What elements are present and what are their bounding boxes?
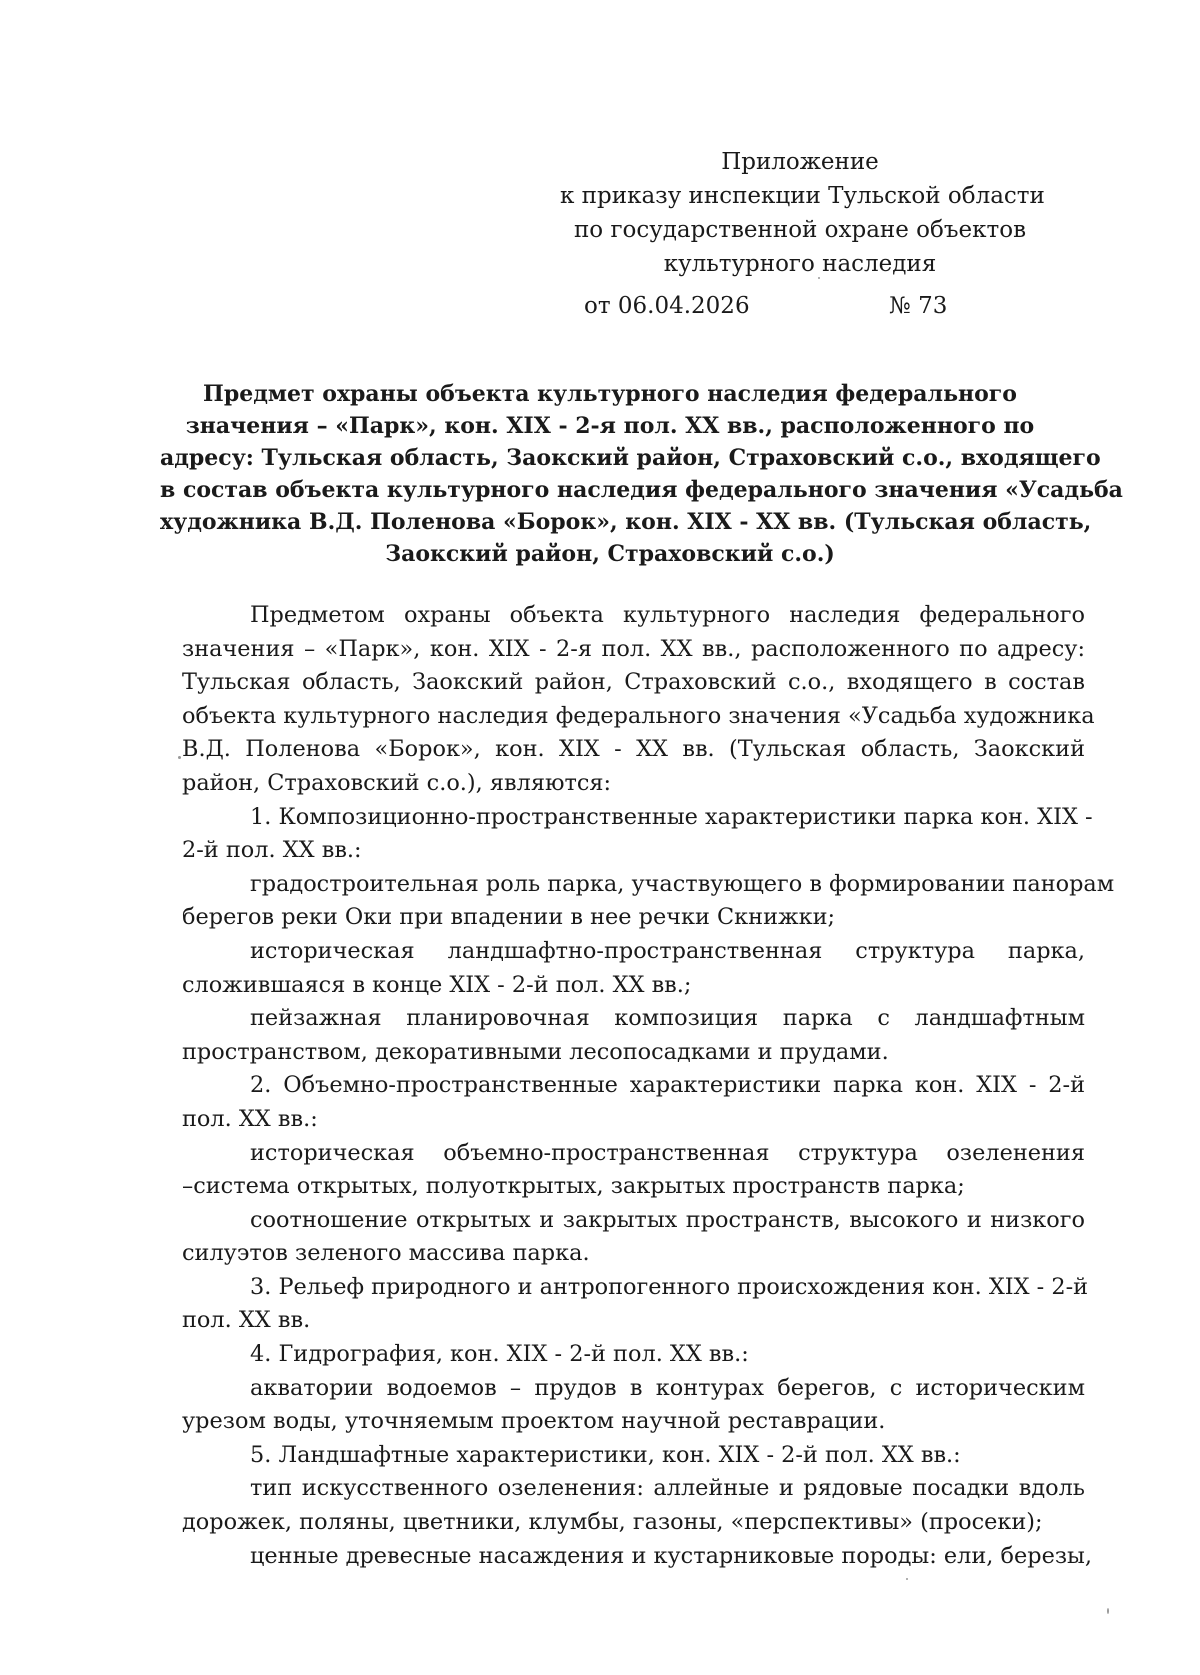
document-title — [160, 378, 1123, 570]
body-line: пейзажная планировочная композиция парка с ландшафтным — [250, 1005, 1085, 1032]
body-line: 4. Гидрография, кон. XIX - 2-й пол. XX вв.: — [250, 1341, 749, 1368]
scan-speck — [818, 277, 820, 279]
body-line: 1. Композиционно-пространственные характеристики парка кон. XIX - — [250, 803, 1093, 830]
scan-speck — [178, 756, 181, 759]
body-line: Тульская область, Заокский район, Страховский с.о., входящего в состав — [182, 669, 1085, 696]
body-line: 2. Объемно-пространственные характеристики парка кон. XIX - 2-й — [250, 1072, 1085, 1099]
appendix-line: культурного наследия — [663, 251, 937, 277]
body-line: ценные древесные насаждения и кустарниковые породы: ели, березы, — [250, 1542, 1092, 1569]
body-line: пол. XX вв.: — [182, 1105, 318, 1132]
appendix-header — [560, 145, 1045, 281]
appendix-line: по государственной охране объектов — [573, 217, 1027, 243]
body-line: тип искусственного озеленения: аллейные и рядовые посадки вдоль — [250, 1475, 1085, 1502]
body-line: 5. Ландшафтные характеристики, кон. XIX - 2-й пол. XX вв.: — [250, 1441, 961, 1468]
body-line: –система открытых, полуоткрытых, закрытых пространств парка; — [182, 1173, 965, 1200]
scan-speck — [906, 1578, 908, 1580]
body-line: район, Страховский с.о.), являются: — [182, 769, 612, 796]
body-line: В.Д. Поленова «Борок», кон. XIX - XX вв. (Тульская область, Заокский — [182, 736, 1085, 763]
body-line: берегов реки Оки при впадении в нее речки Скнижки; — [182, 904, 836, 931]
appendix-line: к приказу инспекции Тульской области — [560, 183, 1045, 209]
body-line: урезом воды, уточняемым проектом научной реставрации. — [182, 1408, 886, 1435]
body-line: 3. Рельеф природного и антропогенного происхождения кон. XIX - 2-й — [250, 1273, 1089, 1300]
body-line: дорожек, поляны, цветники, клумбы, газоны, «перспективы» (просеки); — [182, 1509, 1043, 1536]
title-line: в состав объекта культурного наследия федерального значения «Усадьба — [160, 477, 1123, 503]
appendix-title: Приложение — [721, 149, 879, 175]
document-body — [182, 599, 1115, 1573]
title-line: Заокский район, Страховский с.о.) — [385, 541, 835, 567]
body-line: сложившаяся в конце XIX - 2-й пол. XX вв.; — [182, 971, 692, 998]
body-line: соотношение открытых и закрытых пространств, высокого и низкого — [250, 1206, 1085, 1233]
body-line: градостроительная роль парка, участвующего в формировании панорам — [250, 870, 1115, 897]
order-number: № 73 — [889, 293, 948, 319]
body-line: пространством, декоративными лесопосадками и прудами. — [182, 1038, 889, 1065]
body-line: историческая объемно-пространственная структура озеленения — [250, 1139, 1085, 1166]
order-date: от 06.04.2026 — [584, 293, 750, 319]
body-line: Предметом охраны объекта культурного наследия федерального — [250, 602, 1085, 628]
order-date-number — [584, 289, 984, 323]
body-line: историческая ландшафтно-пространственная структура парка, — [250, 937, 1085, 964]
title-line: адресу: Тульская область, Заокский район, Страховский с.о., входящего — [160, 445, 1101, 471]
title-line: художника В.Д. Поленова «Борок», кон. XIX - XX вв. (Тульская область, — [160, 509, 1092, 535]
scan-speck — [1107, 1608, 1109, 1614]
body-line: 2-й пол. XX вв.: — [182, 837, 362, 864]
title-line: Предмет охраны объекта культурного наследия федерального — [203, 381, 1017, 407]
body-line: значения – «Парк», кон. XIX - 2-я пол. XX вв., расположенного по адресу: — [182, 635, 1085, 662]
body-line: объекта культурного наследия федерального значения «Усадьба художника — [182, 702, 1095, 729]
title-line: значения – «Парк», кон. XIX - 2-я пол. XX вв., расположенного по — [185, 413, 1035, 439]
body-line: пол. XX вв. — [182, 1307, 311, 1334]
body-line: акватории водоемов – прудов в контурах берегов, с историческим — [250, 1374, 1085, 1401]
body-line: силуэтов зеленого массива парка. — [182, 1240, 590, 1267]
